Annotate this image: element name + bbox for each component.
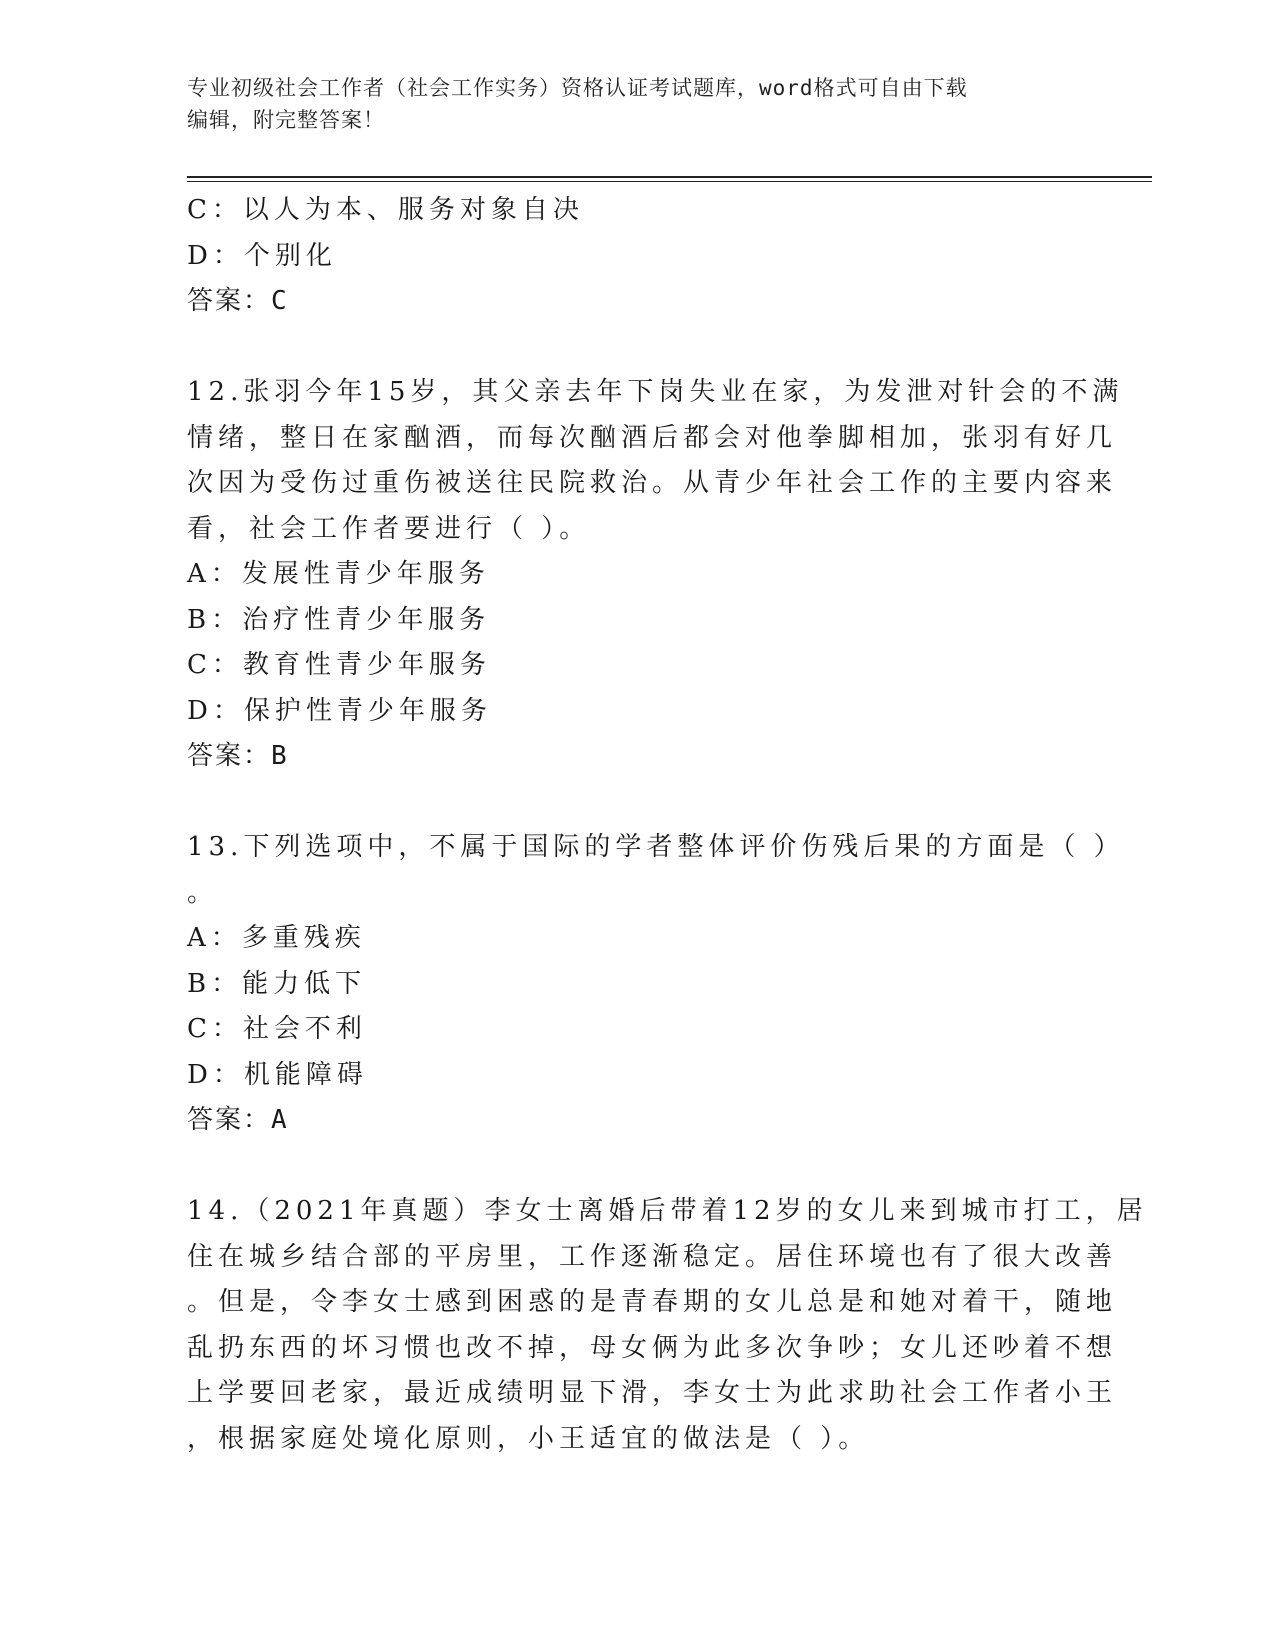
option-c: C：教育性青少年服务 — [187, 650, 491, 680]
option-c: C：社会不利 — [187, 1014, 367, 1044]
option-b: B：治疗性青少年服务 — [187, 604, 491, 635]
answer-line — [187, 279, 1067, 325]
question-stem-line: 。但是，令李女士感到困惑的是青春期的女儿总是和她对着干，随地 — [187, 1287, 1118, 1317]
question-stem-line: 次因为受伤过重伤被送往民院救治。从青少年社会工作的主要内容来 — [187, 468, 1118, 498]
question-stem-line: 乱扔东西的坏习惯也改不掉，母女俩为此多次争吵；女儿还吵着不想 — [187, 1332, 1118, 1363]
option-a: A：多重残疾 — [187, 923, 366, 953]
spacer — [187, 1144, 1067, 1190]
spacer — [187, 325, 1067, 371]
question-stem-line: 。 — [187, 877, 219, 908]
answer-line — [187, 1098, 1067, 1144]
spacer — [187, 780, 1067, 826]
header-line-1: 专业初级社会工作者（社会工作实务）资格认证考试题库，word格式可自由下载 — [187, 76, 968, 100]
option-c: C：以人为本、服务对象自决 — [187, 195, 584, 225]
question-stem-line: 情绪，整日在家酗酒，而每次酗酒后都会对他拳脚相加，张羽有好几 — [187, 422, 1118, 453]
option-b: B：能力低下 — [187, 968, 367, 999]
option-d: D：个别化 — [187, 240, 337, 271]
option-d: D：保护性青少年服务 — [187, 695, 492, 726]
answer-label: 答案： — [187, 286, 272, 316]
question-stem-line: 看，社会工作者要进行（ ）。 — [187, 513, 591, 544]
answer-value: B — [271, 741, 289, 771]
question-stem-line: 上学要回老家，最近成绩明显下滑，李女士为此求助社会工作者小王 — [187, 1378, 1118, 1408]
answer-value: A — [271, 1105, 289, 1135]
option-a: A：发展性青少年服务 — [187, 559, 490, 589]
answer-label: 答案： — [187, 741, 272, 771]
page-header — [187, 72, 1067, 136]
question-stem-line: 13.下列选项中，不属于国际的学者整体评价伤残后果的方面是（ ） — [187, 832, 1125, 862]
answer-value: C — [271, 286, 289, 316]
question-stem-line: 12.张羽今年15岁，其父亲去年下岗失业在家，为发泄对针会的不满 — [187, 377, 1124, 407]
question-11-tail — [187, 188, 1067, 325]
question-13 — [187, 825, 1125, 1144]
answer-line — [187, 734, 1067, 780]
header-divider — [187, 176, 1152, 178]
option-d: D：机能障碍 — [187, 1059, 368, 1090]
question-stem-line: 住在城乡结合部的平房里，工作逐渐稳定。居住环境也有了很大改善 — [187, 1241, 1118, 1272]
question-stem-line: ，根据家庭处境化原则，小王适宜的做法是（ ）。 — [187, 1423, 870, 1454]
header-line-2: 编辑，附完整答案！ — [187, 108, 385, 132]
question-content — [187, 188, 1148, 1462]
question-12 — [187, 370, 1124, 780]
answer-label: 答案： — [187, 1105, 272, 1135]
question-14 — [187, 1189, 1148, 1462]
header-divider-thin — [187, 181, 1152, 182]
question-stem-line: 14.（2021年真题）李女士离婚后带着12岁的女儿来到城市打工，居 — [187, 1196, 1148, 1226]
